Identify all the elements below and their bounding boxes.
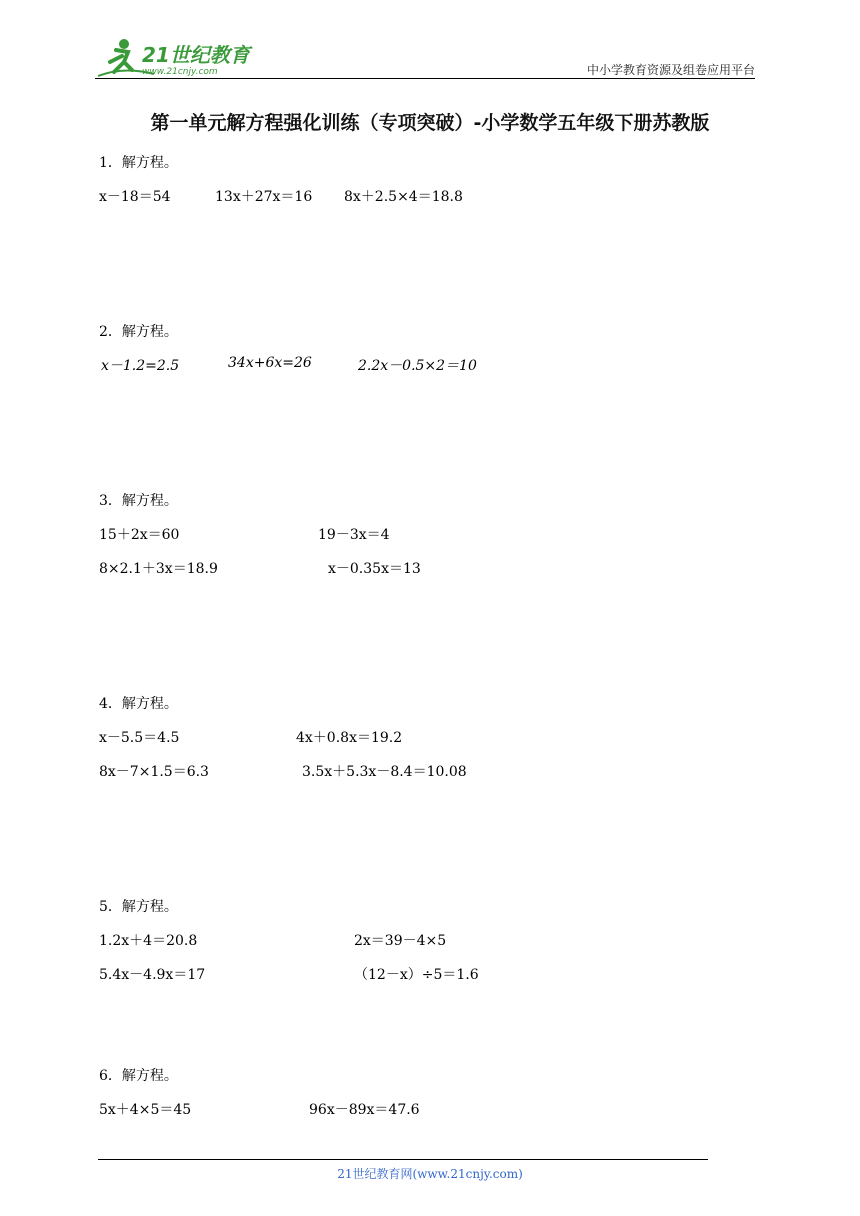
logo-text: 21世纪教育 — [142, 43, 250, 67]
footer-link[interactable]: 21世纪教育网(www.21cnjy.com) — [337, 1167, 523, 1181]
question-6-label: 6．解方程。 — [99, 1068, 178, 1084]
q4-equation-1: x－5.5＝4.5 — [99, 730, 180, 746]
q3-equation-1: 15＋2x＝60 — [99, 527, 180, 543]
q4-equation-3: 8x－7×1.5＝6.3 — [99, 764, 209, 780]
q2-equation-3: 2.2x－0.5×2＝10 — [358, 358, 477, 374]
page-title: 第一单元解方程强化训练（专项突破）-小学数学五年级下册苏教版 — [150, 112, 710, 134]
q5-equation-3: 5.4x－4.9x＝17 — [99, 967, 206, 983]
question-1-label: 1．解方程。 — [99, 155, 178, 171]
q5-equation-2: 2x＝39－4×5 — [354, 933, 447, 949]
q6-equation-1: 5x＋4×5＝45 — [99, 1102, 192, 1118]
question-2-label: 2．解方程。 — [99, 324, 178, 340]
question-3-label: 3．解方程。 — [99, 493, 178, 509]
platform-name: 中小学教育资源及组卷应用平台 — [586, 63, 755, 77]
question-4-label: 4．解方程。 — [99, 696, 178, 712]
q1-equation-2: 13x＋27x＝16 — [215, 189, 313, 205]
footer-divider — [98, 1159, 708, 1160]
header-divider — [95, 78, 755, 79]
q2-equation-2: 34x+6x=26 — [228, 355, 312, 371]
q4-equation-2: 4x＋0.8x＝19.2 — [296, 730, 403, 746]
q6-equation-2: 96x－89x＝47.6 — [309, 1102, 420, 1118]
q1-equation-1: x－18＝54 — [99, 189, 171, 205]
q5-equation-1: 1.2x＋4＝20.8 — [99, 933, 198, 949]
question-5-label: 5．解方程。 — [99, 899, 178, 915]
q3-equation-3: 8×2.1＋3x＝18.9 — [99, 561, 218, 577]
q1-equation-3: 8x＋2.5×4＝18.8 — [344, 189, 463, 205]
logo-url: www.21cnjy.com — [142, 67, 218, 77]
q4-equation-4: 3.5x＋5.3x－8.4＝10.08 — [302, 764, 467, 780]
q2-equation-1: x－1.2=2.5 — [101, 358, 180, 374]
site-logo — [94, 36, 264, 80]
q3-equation-2: 19－3x＝4 — [318, 527, 390, 543]
q3-equation-4: x－0.35x＝13 — [328, 561, 421, 577]
q5-equation-4: （12－x）÷5＝1.6 — [354, 967, 479, 983]
